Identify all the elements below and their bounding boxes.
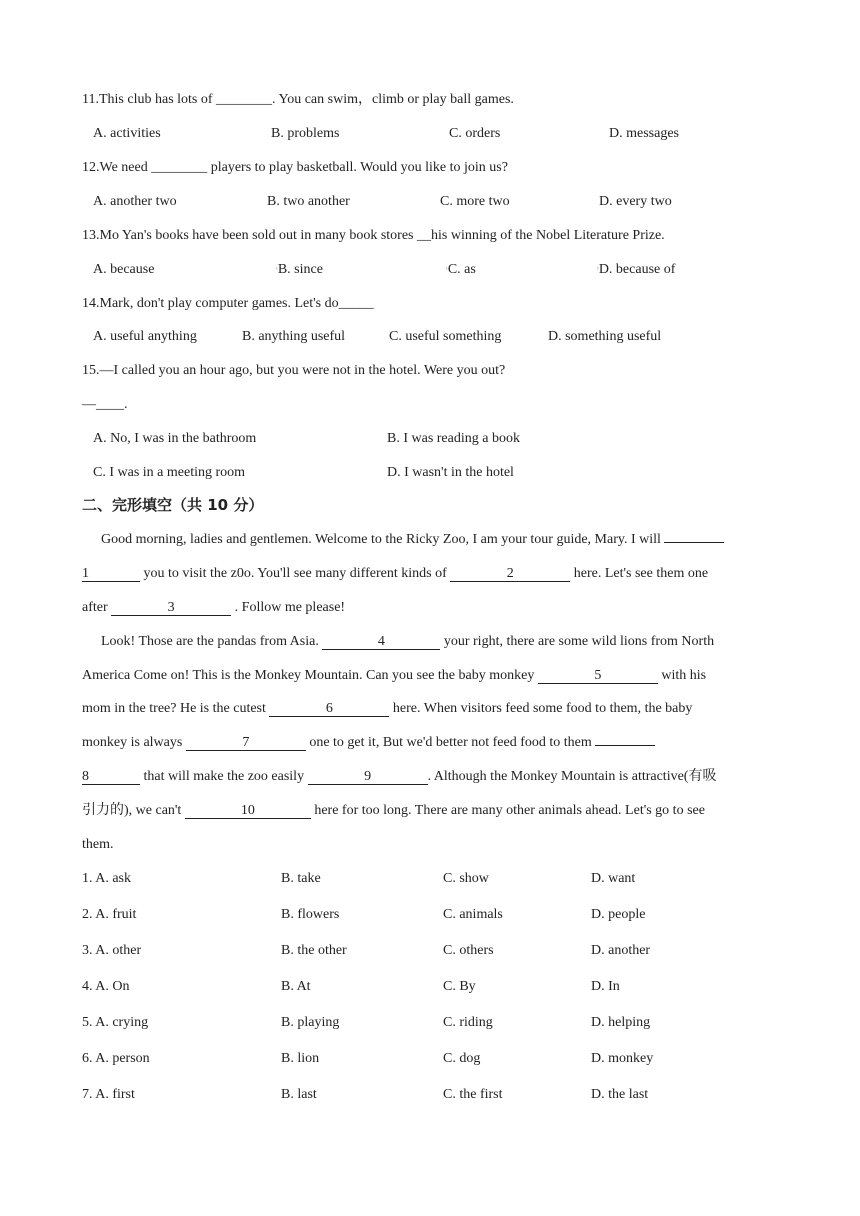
cloze-blank[interactable]: 6 [269,701,389,717]
cloze-1-option-a: 1. A. ask [82,871,132,886]
cloze-7-option-a: 7. A. first [82,1087,135,1102]
cloze-1-option-c: C. show [443,871,489,886]
cloze-blank[interactable]: 1 [82,566,140,582]
q11-option-c: C. orders [449,126,501,141]
q12-option-a: A. another two [93,194,177,209]
cloze-1-option-b: B. take [281,871,321,886]
cloze-4-option-a: 4. A. On [82,979,130,994]
q13-option-a: A. because [93,262,155,277]
cloze-7-option-b: B. last [281,1087,317,1102]
q14-option-c: C. useful something [389,329,502,344]
passage-line: America Come on! This is the Monkey Mountain. Can you see the baby monkey 5 with his [82,668,707,683]
cloze-6-option-c: C. dog [443,1051,481,1066]
q12-option-b: B. two another [267,194,350,209]
cloze-6-option-b: B. lion [281,1051,320,1066]
cloze-5-option-c: C. riding [443,1015,493,1030]
passage-line: Good morning, ladies and gentlemen. Welcome to the Ricky Zoo, I am your tour guide, Mary. I will [101,531,724,549]
cloze-6-option-d: D. monkey [591,1051,654,1066]
cloze-3-option-a: 3. A. other [82,943,142,958]
section-title-cloze: 二、完形填空（共 10 分） [82,496,264,514]
cloze-blank[interactable]: 3 [111,600,231,616]
cloze-2-option-a: 2. A. fruit [82,907,137,922]
q15-option-b: B. I was reading a book [387,431,520,446]
passage-line: 引力的), we can't 10 here for too long. There are many other animals ahead. Let's go to see [82,803,705,818]
question-12-stem: 12.We need ________ players to play basketball. Would you like to join us? [82,160,508,175]
q15-option-a: A. No, I was in the bathroom [93,431,257,446]
cloze-blank[interactable]: 7 [186,735,306,751]
q14-option-a: A. useful anything [93,329,197,344]
stray-mark: ¹ [446,267,448,273]
cloze-blank[interactable]: 10 [185,803,311,819]
passage-line: mom in the tree? He is the cutest 6 here. When visitors feed some food to them, the baby [82,701,693,716]
passage-line: Look! Those are the pandas from Asia. 4 your right, there are some wild lions from North [101,634,715,649]
cloze-2-option-d: D. people [591,907,646,922]
cloze-blank[interactable]: 2 [450,566,570,582]
cloze-2-option-c: C. animals [443,907,503,922]
cloze-5-option-b: B. playing [281,1015,340,1030]
cloze-3-option-c: C. others [443,943,494,958]
cloze-6-option-a: 6. A. person [82,1051,150,1066]
stray-mark: ¹ [597,267,599,273]
stray-mark: ¹ [276,267,278,273]
q11-option-d: D. messages [609,126,679,141]
cloze-3-option-d: D. another [591,943,651,958]
q15-option-c: C. I was in a meeting room [93,465,246,480]
q11-option-b: B. problems [271,126,340,141]
passage-line: after 3 . Follow me please! [82,600,346,615]
cloze-blank[interactable]: 8 [82,769,140,785]
cloze-blank[interactable]: 5 [538,668,658,684]
q12-option-d: D. every two [599,194,672,209]
q15-option-d: D. I wasn't in the hotel [387,465,514,480]
passage-line: 1 you to visit the z0o. You'll see many different kinds of 2 here. Let's see them one [82,566,709,581]
cloze-5-option-a: 5. A. crying [82,1015,149,1030]
cloze-4-option-d: D. In [591,979,620,994]
cloze-7-option-d: D. the last [591,1087,649,1102]
q14-option-d: D. something useful [548,329,662,344]
cloze-5-option-d: D. helping [591,1015,651,1030]
passage-line: monkey is always 7 one to get it, But we'd better not feed food to them [82,734,655,752]
q11-option-a: A. activities [93,126,161,141]
passage-line: 8 that will make the zoo easily 9 . Although the Monkey Mountain is attractive(有吸 [82,769,717,784]
passage-line: them. [82,837,114,852]
cloze-blank[interactable]: 9 [308,769,428,785]
q14-option-b: B. anything useful [242,329,346,344]
q13-option-b: $^{^1}$B. since [276,262,323,277]
question-15-answer-line: —____. [82,397,128,412]
q12-option-c: C. more two [440,194,510,209]
cloze-4-option-c: C. By [443,979,476,994]
cloze-7-option-c: C. the first [443,1087,503,1102]
cloze-1-option-d: D. want [591,871,636,886]
question-11-stem: 11.This club has lots of ________. You can swim，climb or play ball games. [82,92,514,107]
cloze-4-option-b: B. At [281,979,311,994]
question-14-stem: 14.Mark, don't play computer games. Let's do_____ [82,296,374,311]
cloze-3-option-b: B. the other [281,943,347,958]
question-15-stem: 15.—I called you an hour ago, but you were not in the hotel. Were you out? [82,363,506,378]
q13-option-c: $^{^1}$C. as [446,262,476,277]
cloze-2-option-b: B. flowers [281,907,340,922]
cloze-blank[interactable]: 4 [322,634,440,650]
q13-option-d: $^{^1}$D. because of [597,262,676,277]
question-13-stem: 13.Mo Yan's books have been sold out in many book stores __his winning of the Nobel Literature Prize. [82,228,665,243]
